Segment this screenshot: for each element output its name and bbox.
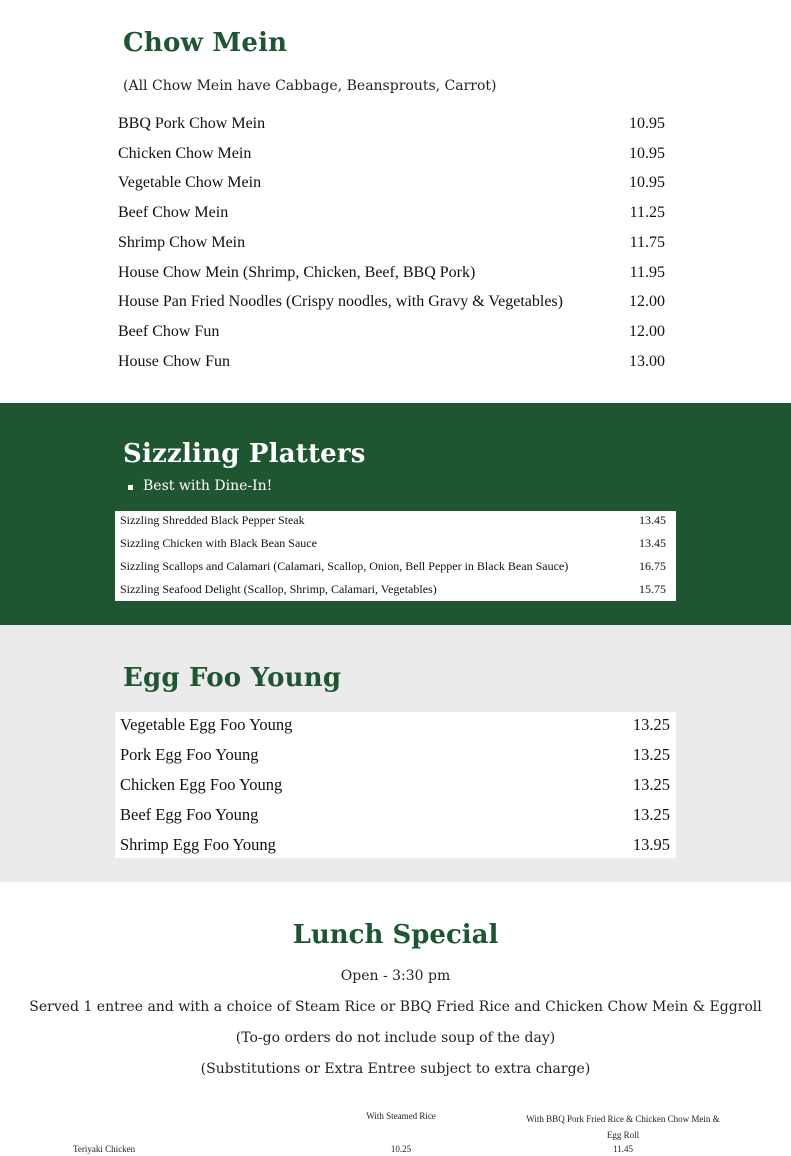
sizzling-item-name: Sizzling Scallops and Calamari (Calamari, Scallop, Onion, Bell Pepper in Black Bean Sauce) bbox=[120, 559, 569, 573]
lunch-special-section bbox=[0, 882, 791, 1156]
lunch-substitution-note: (Substitutions or Extra Entree subject to extra charge) bbox=[200, 1061, 591, 1077]
sizzling-bullet-marker bbox=[128, 485, 133, 490]
chow-mein-item-name: House Pan Fried Noodles (Crispy noodles, with Gravy & Vegetables) bbox=[118, 293, 563, 311]
sizzling-item-price: 16.75 bbox=[639, 559, 666, 573]
lunch-special-title: Lunch Special bbox=[292, 920, 499, 950]
chow-mein-note: (All Chow Mein have Cabbage, Beansprouts, Carrot) bbox=[123, 78, 497, 94]
egg-foo-young-item-price: 13.95 bbox=[632, 835, 670, 854]
chow-mein-item-price: 11.75 bbox=[629, 233, 665, 251]
egg-foo-young-item-price: 13.25 bbox=[632, 805, 670, 824]
chow-mein-item-price: 12.00 bbox=[629, 322, 665, 340]
sizzling-title: Sizzling Platters bbox=[123, 439, 366, 469]
chow-mein-title: Chow Mein bbox=[123, 28, 288, 58]
chow-mein-section bbox=[0, 0, 791, 403]
chow-mein-item-price: 11.25 bbox=[629, 204, 665, 222]
egg-foo-young-item-name: Pork Egg Foo Young bbox=[120, 745, 259, 764]
chow-mein-item-name: Beef Chow Fun bbox=[118, 322, 220, 340]
lunch-item-price-steamed: 10.25 bbox=[390, 1144, 412, 1154]
chow-mein-item-price: 13.00 bbox=[629, 352, 665, 370]
chow-mein-item-price: 10.95 bbox=[629, 144, 665, 162]
sizzling-item-price: 13.45 bbox=[639, 513, 666, 527]
sizzling-item-name: Sizzling Shredded Black Pepper Steak bbox=[120, 513, 305, 527]
egg-foo-young-section bbox=[0, 625, 791, 882]
sizzling-item-name: Sizzling Chicken with Black Bean Sauce bbox=[120, 536, 317, 550]
egg-foo-young-item-name: Beef Egg Foo Young bbox=[120, 805, 259, 824]
chow-mein-item-name: Vegetable Chow Mein bbox=[118, 174, 262, 192]
chow-mein-item-price: 10.95 bbox=[629, 115, 665, 132]
chow-mein-item-price: 12.00 bbox=[629, 293, 665, 311]
sizzling-item-price: 15.75 bbox=[639, 582, 666, 596]
egg-foo-young-title: Egg Foo Young bbox=[123, 663, 342, 693]
egg-foo-young-table bbox=[115, 712, 676, 858]
lunch-col-header-fried-rice: With BBQ Pork Fried Rice & Chicken Chow Mein & Egg Roll bbox=[526, 1114, 720, 1140]
sizzling-table bbox=[115, 511, 676, 601]
chow-mein-item-name: House Chow Fun bbox=[118, 352, 231, 370]
chow-mein-item-name: House Chow Mein (Shrimp, Chicken, Beef, BBQ Pork) bbox=[118, 263, 476, 281]
chow-mein-item-name: BBQ Pork Chow Mein bbox=[118, 115, 266, 132]
sizzling-section bbox=[0, 403, 791, 625]
lunch-col-header-steamed: With Steamed Rice bbox=[366, 1111, 436, 1121]
egg-foo-young-item-price: 13.25 bbox=[632, 715, 670, 734]
lunch-hours: Open - 3:30 pm bbox=[340, 968, 451, 984]
chow-mein-item-name: Shrimp Chow Mein bbox=[118, 233, 246, 251]
egg-foo-young-item-price: 13.25 bbox=[632, 775, 670, 794]
sizzling-item-price: 13.45 bbox=[639, 536, 666, 550]
chow-mein-item-name: Chicken Chow Mein bbox=[118, 144, 252, 162]
chow-mein-item-price: 10.95 bbox=[629, 174, 665, 192]
egg-foo-young-item-name: Vegetable Egg Foo Young bbox=[120, 715, 293, 734]
chow-mein-item-name: Beef Chow Mein bbox=[118, 204, 229, 222]
sizzling-bullet-text: Best with Dine-In! bbox=[143, 478, 273, 494]
chow-mein-item-price: 11.95 bbox=[629, 263, 665, 281]
lunch-togo-note: (To-go orders do not include soup of the day) bbox=[235, 1030, 556, 1046]
sizzling-item-name: Sizzling Seafood Delight (Scallop, Shrimp, Calamari, Vegetables) bbox=[120, 582, 437, 596]
egg-foo-young-item-name: Chicken Egg Foo Young bbox=[120, 775, 283, 794]
egg-foo-young-item-name: Shrimp Egg Foo Young bbox=[120, 835, 276, 854]
lunch-description: Served 1 entree and with a choice of Steam Rice or BBQ Fried Rice and Chicken Chow Mein & Eggroll bbox=[29, 999, 762, 1015]
lunch-item-price-fried-rice: 11.45 bbox=[613, 1144, 633, 1154]
egg-foo-young-item-price: 13.25 bbox=[632, 745, 670, 764]
lunch-item-name: Teriyaki Chicken bbox=[73, 1144, 136, 1154]
